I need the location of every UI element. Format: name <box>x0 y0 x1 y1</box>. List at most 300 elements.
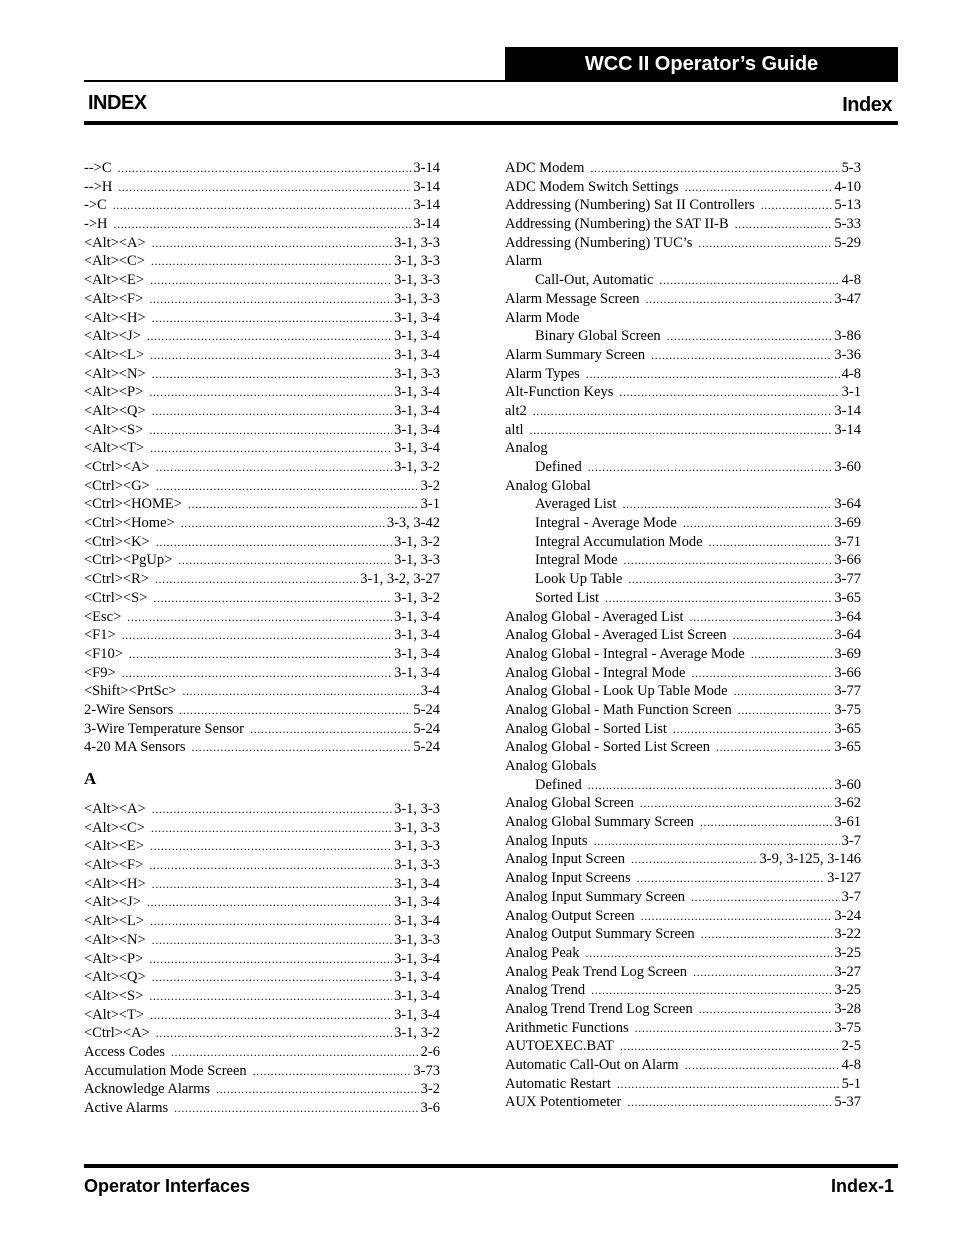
index-term: Analog Global - Integral - Average Mode <box>505 645 745 662</box>
index-page-refs: 4-10 <box>834 178 861 195</box>
index-term: Averaged List <box>535 496 617 513</box>
index-page-refs: 3-1, 3-4 <box>394 894 440 911</box>
index-page-refs: 3-1, 3-4 <box>394 421 440 438</box>
index-entry <box>84 514 440 533</box>
index-term: Defined <box>535 776 582 793</box>
index-page-refs: 3-1 <box>841 384 861 401</box>
index-entry <box>84 1062 440 1081</box>
index-page-refs: 5-29 <box>834 234 861 251</box>
index-entry <box>505 1093 861 1112</box>
index-entry <box>84 987 440 1006</box>
index-page-refs: 3-1, 3-4 <box>394 309 440 326</box>
index-term: Integral Mode <box>535 552 618 569</box>
index-entry <box>84 738 440 757</box>
dot-leader <box>152 875 392 894</box>
dot-leader <box>149 290 392 309</box>
index-term: <Alt><P> <box>84 950 144 967</box>
index-symbols-group <box>84 159 440 757</box>
dot-leader <box>113 196 412 215</box>
index-page-refs: 3-66 <box>834 552 861 569</box>
index-term: Analog Peak <box>505 944 580 961</box>
dot-leader <box>588 776 833 795</box>
index-entry <box>505 888 861 907</box>
index-heading: Analog Globals <box>505 758 597 774</box>
index-page-refs: 3-1, 3-4 <box>394 328 440 345</box>
index-term: Call-Out, Automatic <box>535 272 654 289</box>
dot-leader <box>152 234 392 253</box>
index-page-refs: 3-65 <box>834 739 861 756</box>
index-page-refs: 3-1, 3-4 <box>394 645 440 662</box>
index-page-refs: 3-1, 3-4 <box>394 950 440 967</box>
dot-leader <box>156 1024 392 1043</box>
index-page-refs: 3-1, 3-4 <box>394 608 440 625</box>
dot-leader <box>192 738 412 757</box>
index-entry <box>84 893 440 912</box>
index-term: Analog Trend Trend Log Screen <box>505 1000 693 1017</box>
index-page-refs: 3-73 <box>413 1062 440 1079</box>
index-term: -->C <box>84 160 112 176</box>
dot-leader <box>735 215 833 234</box>
header-rule-thin <box>84 80 898 82</box>
index-entry <box>505 234 861 253</box>
index-entry <box>505 664 861 683</box>
index-entry <box>84 570 440 589</box>
index-term: Alarm Summary Screen <box>505 346 646 363</box>
dot-leader <box>129 645 392 664</box>
index-term: <Alt><A> <box>84 801 146 817</box>
dot-leader <box>698 234 832 253</box>
index-term: ->H <box>84 216 108 233</box>
dot-leader <box>150 271 392 290</box>
index-page-refs: 2-5 <box>841 1038 861 1055</box>
dot-leader <box>150 439 392 458</box>
dot-leader <box>586 944 833 963</box>
dot-leader <box>645 290 832 309</box>
index-entry <box>505 608 861 627</box>
index-term: <Ctrl><A> <box>84 459 150 475</box>
dot-leader <box>620 1037 840 1056</box>
index-page-refs: 3-14 <box>413 160 440 176</box>
index-entry <box>505 215 861 234</box>
index-heading: Alarm Mode <box>505 309 580 326</box>
index-subentry <box>505 776 861 795</box>
dot-leader <box>149 950 392 969</box>
dot-leader <box>640 794 833 813</box>
index-entry <box>84 290 440 309</box>
dot-leader <box>624 551 833 570</box>
index-page-refs: 5-33 <box>834 216 861 233</box>
index-term: altl <box>505 421 524 438</box>
index-term: Arithmetic Functions <box>505 1019 629 1036</box>
dot-leader <box>631 850 758 869</box>
dot-leader <box>151 819 392 838</box>
index-entry <box>505 981 861 1000</box>
index-entry <box>505 738 861 757</box>
dot-leader <box>667 327 833 346</box>
dot-leader <box>591 981 832 1000</box>
index-term: Integral Accumulation Mode <box>535 533 703 550</box>
dot-leader <box>734 682 833 701</box>
index-term: Automatic Call-Out on Alarm <box>505 1057 679 1073</box>
index-entry <box>84 856 440 875</box>
dot-leader <box>533 402 833 421</box>
index-entry <box>505 925 861 944</box>
index-page-refs: 3-14 <box>834 421 861 438</box>
dot-leader <box>182 682 418 701</box>
dot-leader <box>118 159 412 178</box>
index-term: Defined <box>535 459 582 475</box>
index-entry <box>84 309 440 328</box>
index-term: Analog Global - Look Up Table Mode <box>505 683 728 700</box>
index-term: alt2 <box>505 402 527 419</box>
index-term: 3-Wire Temperature Sensor <box>84 720 244 737</box>
index-page-refs: 3-61 <box>834 814 861 831</box>
index-term: Accumulation Mode Screen <box>84 1062 247 1079</box>
dot-leader <box>738 701 833 720</box>
index-entry <box>505 794 861 813</box>
index-entry <box>84 626 440 645</box>
dot-leader <box>530 421 833 440</box>
index-term: 2-Wire Sensors <box>84 701 174 718</box>
footer-section-name: Operator Interfaces <box>84 1176 251 1196</box>
dot-leader <box>685 178 833 197</box>
index-entry <box>84 421 440 440</box>
index-term: <Alt><S> <box>84 421 144 438</box>
index-page-refs: 3-1, 3-3 <box>394 234 440 251</box>
index-entry <box>505 869 861 888</box>
index-term: <F9> <box>84 664 116 681</box>
index-entry <box>505 626 861 645</box>
index-page-refs: 3-6 <box>420 1100 440 1116</box>
index-term: 4-20 MA Sensors <box>84 739 186 756</box>
dot-leader <box>150 912 392 931</box>
index-page-refs: 3-1, 3-2 <box>394 1025 440 1042</box>
index-entry <box>84 1099 440 1118</box>
index-term: <Alt><E> <box>84 272 145 289</box>
index-entry <box>505 645 861 664</box>
dot-leader <box>156 533 392 552</box>
index-page-refs: 5-3 <box>841 160 861 176</box>
index-entry <box>84 365 440 384</box>
dot-leader <box>153 589 392 608</box>
index-term: <Alt><S> <box>84 987 144 1004</box>
index-page-refs: 3-66 <box>834 664 861 681</box>
index-page-refs: 3-60 <box>834 776 861 793</box>
dot-leader <box>253 1062 412 1081</box>
index-term: <Ctrl><PgUp> <box>84 552 173 569</box>
index-entry <box>505 346 861 365</box>
index-page-refs: 3-77 <box>834 683 861 700</box>
index-entry <box>84 1080 440 1099</box>
index-entry <box>84 551 440 570</box>
index-entry <box>84 383 440 402</box>
index-entry <box>84 931 440 950</box>
index-page-refs: 3-64 <box>834 608 861 625</box>
index-term: Sorted List <box>535 589 600 606</box>
index-page-refs: 3-1, 3-3 <box>394 552 440 569</box>
index-entry <box>84 196 440 215</box>
index-term: <Alt><H> <box>84 875 146 892</box>
index-term: ADC Modem Switch Settings <box>505 178 679 195</box>
index-term: <Alt><A> <box>84 234 146 251</box>
index-entry <box>505 1056 861 1075</box>
index-page-refs: 3-1, 3-3 <box>394 290 440 307</box>
index-subentry <box>505 271 861 290</box>
index-term: <Alt><F> <box>84 290 144 307</box>
index-term: <Ctrl><K> <box>84 533 150 550</box>
index-page-refs: 3-7 <box>841 832 861 849</box>
index-entry <box>505 963 861 982</box>
dot-leader <box>147 893 392 912</box>
index-entry <box>84 1043 440 1062</box>
footer-rule <box>84 1164 898 1168</box>
index-term: <Ctrl><HOME> <box>84 496 182 513</box>
index-page-refs: 3-1, 3-2 <box>394 589 440 606</box>
header-rule-thick <box>84 121 898 125</box>
index-term: Analog Global - Averaged List <box>505 608 684 625</box>
index-heading: Alarm <box>505 253 543 270</box>
index-term: <Alt><C> <box>84 253 145 270</box>
index-page-refs: 3-3, 3-42 <box>386 515 440 532</box>
index-entry <box>84 950 440 969</box>
index-entry <box>84 589 440 608</box>
index-entry <box>84 402 440 421</box>
dot-leader <box>152 931 392 950</box>
index-entry <box>505 383 861 402</box>
index-entry <box>505 907 861 926</box>
index-heading: Analog <box>505 440 548 457</box>
index-entry <box>84 664 440 683</box>
dot-leader <box>118 178 411 197</box>
index-entry <box>84 178 440 197</box>
index-term: <Shift><PrtSc> <box>84 683 177 700</box>
index-page-refs: 3-1, 3-4 <box>394 1006 440 1023</box>
dot-leader <box>700 813 833 832</box>
index-term: <Alt><H> <box>84 309 146 326</box>
index-entry <box>84 495 440 514</box>
index-term: <Alt><L> <box>84 346 145 363</box>
index-page-refs: 3-1, 3-4 <box>394 384 440 401</box>
index-entry <box>84 1006 440 1025</box>
dot-leader <box>683 514 833 533</box>
index-entry <box>84 645 440 664</box>
index-page-refs: 3-22 <box>834 926 861 943</box>
dot-leader <box>588 458 833 477</box>
dot-leader <box>605 589 832 608</box>
dot-leader <box>635 1019 833 1038</box>
section-title-left: INDEX <box>88 92 147 114</box>
index-column-right <box>505 159 861 1112</box>
index-entry <box>505 421 861 440</box>
index-term: <Alt><Q> <box>84 969 146 986</box>
dot-leader <box>156 458 392 477</box>
index-entry <box>505 1037 861 1056</box>
index-page-refs: 4-8 <box>841 365 861 382</box>
section-title-right: Index <box>842 94 892 116</box>
index-page-refs: 3-14 <box>834 402 861 419</box>
index-page-refs: 3-1, 3-4 <box>394 402 440 419</box>
index-page-refs: 3-71 <box>834 533 861 550</box>
dot-leader <box>659 271 839 290</box>
index-entry <box>84 252 440 271</box>
index-entry <box>505 701 861 720</box>
index-entry <box>84 720 440 739</box>
dot-leader <box>622 495 832 514</box>
index-entry <box>84 1024 440 1043</box>
index-page-refs: 3-1, 3-2 <box>394 533 440 550</box>
index-page-refs: 3-1, 3-3 <box>394 857 440 874</box>
index-term: Analog Inputs <box>505 832 588 849</box>
index-term: Alarm Message Screen <box>505 290 640 307</box>
index-page-refs: 3-2 <box>420 1081 440 1098</box>
index-page-refs: 3-7 <box>841 888 861 905</box>
index-term: Analog Input Summary Screen <box>505 888 686 905</box>
index-page-refs: 3-1, 3-4 <box>394 969 440 986</box>
index-entry <box>84 800 440 819</box>
index-entry <box>505 720 861 739</box>
index-term: <Ctrl><Home> <box>84 515 175 532</box>
index-entry <box>84 701 440 720</box>
dot-leader <box>152 402 392 421</box>
dot-leader <box>147 327 392 346</box>
index-page-refs: 3-1 <box>420 496 440 513</box>
dot-leader <box>216 1080 419 1099</box>
dot-leader <box>693 963 832 982</box>
index-term: Addressing (Numbering) the SAT II-B <box>505 216 729 233</box>
index-entry <box>505 682 861 701</box>
index-term: <Ctrl><G> <box>84 477 150 494</box>
index-heading: Analog Global <box>505 477 591 494</box>
index-term: AUX Potentiometer <box>505 1094 622 1111</box>
index-term: <Alt><N> <box>84 365 146 382</box>
index-term: <Ctrl><S> <box>84 589 148 606</box>
dot-leader <box>673 720 833 739</box>
dot-leader <box>152 968 392 987</box>
dot-leader <box>691 664 832 683</box>
index-term: Active Alarms <box>84 1100 169 1116</box>
index-subentry <box>505 458 861 477</box>
index-page-refs: 3-1, 3-2 <box>394 459 440 475</box>
index-term: <Alt><F> <box>84 857 144 874</box>
index-entry <box>505 1000 861 1019</box>
index-page-refs: 4-8 <box>841 272 861 289</box>
index-page-refs: 3-65 <box>834 720 861 737</box>
index-term: Analog Global Screen <box>505 795 634 812</box>
dot-leader <box>113 215 411 234</box>
index-page-refs: 3-77 <box>834 571 861 588</box>
index-page-refs: 5-24 <box>413 720 440 737</box>
index-term: Analog Global - Sorted List <box>505 720 667 737</box>
index-term: Integral - Average Mode <box>535 515 677 532</box>
index-term: <Alt><P> <box>84 384 144 401</box>
index-page-refs: 3-1, 3-3 <box>394 838 440 855</box>
index-entry <box>505 1019 861 1038</box>
index-entry <box>505 196 861 215</box>
dot-leader <box>152 365 392 384</box>
index-page-refs: 3-1, 3-4 <box>394 627 440 644</box>
index-page-refs: 3-1, 3-3 <box>394 801 440 817</box>
index-entry <box>84 682 440 701</box>
index-entry <box>84 875 440 894</box>
index-term: <Esc> <box>84 608 122 625</box>
index-right-group <box>505 159 861 1112</box>
index-page-refs: 5-24 <box>413 701 440 718</box>
dot-leader <box>627 1093 832 1112</box>
index-entry <box>84 912 440 931</box>
index-entry <box>505 178 861 197</box>
index-page-refs: 3-69 <box>834 645 861 662</box>
index-term: <Alt><Q> <box>84 402 146 419</box>
index-page-refs: 3-69 <box>834 515 861 532</box>
index-term: Analog Output Screen <box>505 907 635 924</box>
index-entry <box>84 215 440 234</box>
index-term: <Alt><N> <box>84 931 146 948</box>
dot-leader <box>122 664 392 683</box>
index-page-refs: 3-36 <box>834 346 861 363</box>
index-entry <box>84 346 440 365</box>
dot-leader <box>685 1056 840 1075</box>
dot-leader <box>150 837 392 856</box>
index-subentry <box>505 327 861 346</box>
index-entry <box>84 159 440 178</box>
dot-leader <box>619 383 839 402</box>
index-term: <Alt><L> <box>84 913 145 930</box>
index-term: <Alt><T> <box>84 440 145 457</box>
index-entry <box>505 365 861 384</box>
dot-leader <box>590 159 839 178</box>
index-term: <Alt><J> <box>84 328 141 345</box>
index-entry <box>505 944 861 963</box>
index-column-left <box>84 159 440 1118</box>
index-term: Analog Global - Integral Mode <box>505 664 686 681</box>
index-section-a-group <box>84 800 440 1118</box>
index-entry <box>84 608 440 627</box>
index-page-refs: 3-4 <box>420 683 440 700</box>
dot-leader <box>709 533 833 552</box>
index-page-refs: 3-1, 3-4 <box>394 440 440 457</box>
index-term: Automatic Restart <box>505 1075 611 1092</box>
index-entry <box>84 477 440 496</box>
dot-leader <box>691 888 840 907</box>
index-term: Analog Output Summary Screen <box>505 926 695 943</box>
dot-leader <box>127 608 392 627</box>
index-subentry <box>505 551 861 570</box>
dot-leader <box>151 252 392 271</box>
index-page-refs: 5-24 <box>413 739 440 756</box>
index-entry <box>505 850 861 869</box>
index-entry <box>505 402 861 421</box>
index-page-refs: 3-60 <box>834 459 861 475</box>
index-page-refs: 5-1 <box>841 1075 861 1092</box>
index-subentry <box>505 589 861 608</box>
index-page-refs: 3-1, 3-4 <box>394 913 440 930</box>
index-page-refs: 2-6 <box>420 1043 440 1060</box>
index-page-refs: 3-1, 3-3 <box>394 819 440 836</box>
dot-leader <box>586 365 840 384</box>
index-term: <Alt><T> <box>84 1006 145 1023</box>
footer-page-number: Index-1 <box>830 1176 894 1196</box>
index-term: ->C <box>84 197 107 214</box>
dot-leader <box>701 925 833 944</box>
index-subentry <box>505 514 861 533</box>
dot-leader <box>155 570 358 589</box>
index-page-refs: 3-27 <box>834 963 861 980</box>
index-term: Analog Peak Trend Log Screen <box>505 963 688 980</box>
index-subentry <box>505 533 861 552</box>
index-term: Addressing (Numbering) TUC’s <box>505 234 693 251</box>
index-page-refs: 3-65 <box>834 589 861 606</box>
dot-leader <box>122 626 392 645</box>
